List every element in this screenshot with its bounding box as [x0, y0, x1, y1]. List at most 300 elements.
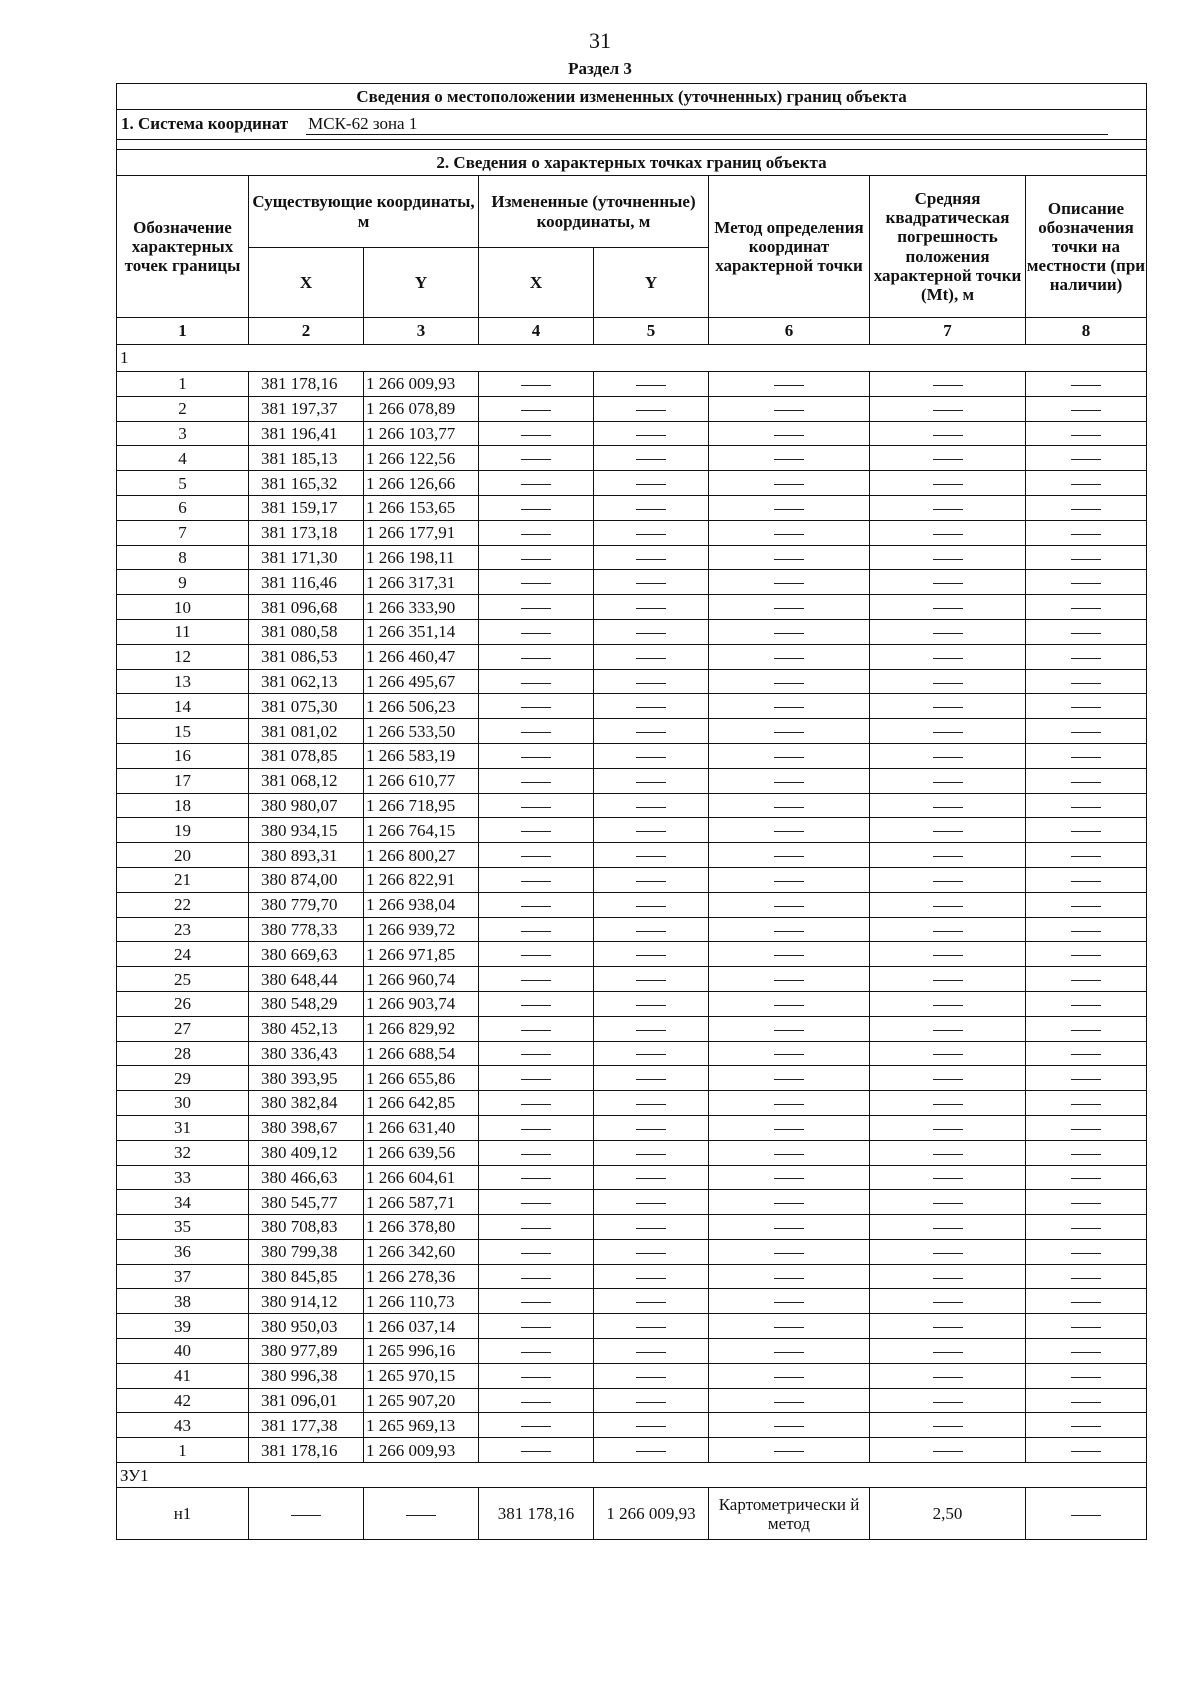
existing-y: 1 266 718,95: [364, 793, 479, 818]
dash-mark: [933, 831, 963, 832]
dash-mark: [1071, 980, 1101, 981]
table-row: [117, 793, 1147, 818]
dash-mark: [521, 1203, 551, 1204]
table-row: [117, 917, 1147, 942]
existing-y: 1 266 655,86: [364, 1066, 479, 1091]
dash-mark: [774, 1278, 804, 1279]
dash-mark: [636, 459, 666, 460]
point-number: 38: [117, 1289, 249, 1314]
existing-y: 1 266 587,71: [364, 1190, 479, 1215]
description: [1026, 595, 1147, 620]
existing-y: 1 266 610,77: [364, 768, 479, 793]
table-row: [117, 743, 1147, 768]
table-row: [117, 644, 1147, 669]
table-row: [117, 1041, 1147, 1066]
method: [709, 967, 870, 992]
description: [1026, 1413, 1147, 1438]
description: [1026, 1314, 1147, 1339]
changed-x: [479, 768, 594, 793]
table-row: [117, 1016, 1147, 1041]
dash-mark: [636, 1079, 666, 1080]
table-row: [117, 768, 1147, 793]
dash-mark: [521, 831, 551, 832]
method: [709, 694, 870, 719]
table-title: Сведения о местоположении измененных (уточненных) границ объекта: [117, 84, 1147, 110]
existing-y: 1 266 009,93: [364, 1438, 479, 1463]
dash-mark: [521, 484, 551, 485]
method: [709, 793, 870, 818]
changed-y: [594, 495, 709, 520]
changed-x: [479, 1115, 594, 1140]
dash-mark: [1071, 583, 1101, 584]
dash-mark: [636, 1154, 666, 1155]
existing-x: 381 078,85: [249, 743, 364, 768]
method: [709, 471, 870, 496]
error: [870, 743, 1026, 768]
dash-mark: [636, 509, 666, 510]
error: 2,50: [870, 1488, 1026, 1540]
dash-mark: [521, 1302, 551, 1303]
description: [1026, 1140, 1147, 1165]
dash-mark: [521, 1005, 551, 1006]
dash-mark: [636, 633, 666, 634]
existing-y: 1 266 631,40: [364, 1115, 479, 1140]
column-number: 5: [594, 318, 709, 345]
dash-mark: [1071, 931, 1101, 932]
dash-mark: [521, 1054, 551, 1055]
dash-mark: [1071, 831, 1101, 832]
method: [709, 892, 870, 917]
changed-y: [594, 421, 709, 446]
dash-mark: [1071, 509, 1101, 510]
table-row: [117, 1363, 1147, 1388]
dash-mark: [1071, 1402, 1101, 1403]
header-existing-x: X: [249, 248, 364, 318]
changed-x: [479, 1066, 594, 1091]
changed-x: [479, 867, 594, 892]
point-number: 37: [117, 1264, 249, 1289]
existing-x: 380 708,83: [249, 1215, 364, 1240]
dash-mark: [933, 1302, 963, 1303]
table-row: [117, 967, 1147, 992]
description: [1026, 570, 1147, 595]
changed-x: [479, 446, 594, 471]
existing-x: 381 062,13: [249, 669, 364, 694]
dash-mark: [1071, 1451, 1101, 1452]
dash-mark: [1071, 906, 1101, 907]
point-number: 36: [117, 1239, 249, 1264]
description: [1026, 1388, 1147, 1413]
existing-y: 1 266 198,11: [364, 545, 479, 570]
dash-mark: [521, 459, 551, 460]
dash-mark: [636, 1005, 666, 1006]
existing-y: 1 266 378,80: [364, 1215, 479, 1240]
table-row: [117, 1413, 1147, 1438]
error: [870, 1264, 1026, 1289]
changed-y: [594, 1041, 709, 1066]
existing-y: 1 266 938,04: [364, 892, 479, 917]
method: [709, 1388, 870, 1413]
dash-mark: [933, 955, 963, 956]
existing-x: 381 185,13: [249, 446, 364, 471]
dash-mark: [636, 1327, 666, 1328]
changed-y: [594, 1239, 709, 1264]
table-row: [117, 1140, 1147, 1165]
description: [1026, 867, 1147, 892]
dash-mark: [521, 1352, 551, 1353]
description: [1026, 1339, 1147, 1364]
existing-y: 1 266 495,67: [364, 669, 479, 694]
method: [709, 495, 870, 520]
changed-y: [594, 1091, 709, 1116]
method: [709, 372, 870, 397]
dash-mark: [774, 583, 804, 584]
error: [870, 1165, 1026, 1190]
dash-mark: [636, 782, 666, 783]
dash-mark: [774, 955, 804, 956]
table-row: [117, 1488, 1147, 1540]
group-label: 1: [117, 345, 1147, 372]
table-row: [117, 595, 1147, 620]
dash-mark: [636, 980, 666, 981]
dash-mark: [1071, 782, 1101, 783]
table-row: [117, 867, 1147, 892]
dash-mark: [774, 559, 804, 560]
error: [870, 793, 1026, 818]
description: [1026, 1165, 1147, 1190]
existing-x: 380 669,63: [249, 942, 364, 967]
dash-mark: [521, 1451, 551, 1452]
changed-x: [479, 793, 594, 818]
point-number: 34: [117, 1190, 249, 1215]
dash-mark: [933, 1054, 963, 1055]
changed-x: [479, 818, 594, 843]
existing-y: 1 266 971,85: [364, 942, 479, 967]
description: [1026, 892, 1147, 917]
changed-y: [594, 545, 709, 570]
existing-y: 1 265 970,15: [364, 1363, 479, 1388]
dash-mark: [774, 782, 804, 783]
point-number: 6: [117, 495, 249, 520]
existing-y: 1 266 688,54: [364, 1041, 479, 1066]
dash-mark: [774, 1327, 804, 1328]
method: [709, 1115, 870, 1140]
table-row: [117, 372, 1147, 397]
existing-y: 1 266 639,56: [364, 1140, 479, 1165]
description: [1026, 520, 1147, 545]
dash-mark: [933, 1253, 963, 1254]
error: [870, 768, 1026, 793]
point-number: 14: [117, 694, 249, 719]
dash-mark: [521, 385, 551, 386]
existing-y: 1 266 506,23: [364, 694, 479, 719]
dash-mark: [933, 658, 963, 659]
dash-mark: [636, 559, 666, 560]
dash-mark: [521, 534, 551, 535]
error: [870, 570, 1026, 595]
changed-y: [594, 1363, 709, 1388]
changed-y: [594, 843, 709, 868]
description: [1026, 967, 1147, 992]
changed-x: [479, 1215, 594, 1240]
error: [870, 1413, 1026, 1438]
changed-x: [479, 991, 594, 1016]
existing-x: 381 086,53: [249, 644, 364, 669]
table-row: [117, 1239, 1147, 1264]
point-number: 9: [117, 570, 249, 595]
table-row: [117, 446, 1147, 471]
error: [870, 843, 1026, 868]
dash-mark: [1071, 1154, 1101, 1155]
dash-mark: [1071, 1178, 1101, 1179]
changed-y: [594, 1388, 709, 1413]
dash-mark: [521, 509, 551, 510]
description: [1026, 1115, 1147, 1140]
dash-mark: [636, 1030, 666, 1031]
dash-mark: [933, 459, 963, 460]
dash-mark: [774, 1302, 804, 1303]
changed-y: [594, 1066, 709, 1091]
existing-x: 381 096,68: [249, 595, 364, 620]
dash-mark: [933, 1228, 963, 1229]
dash-mark: [636, 1352, 666, 1353]
existing-y: 1 266 764,15: [364, 818, 479, 843]
dash-mark: [1071, 732, 1101, 733]
dash-mark: [521, 683, 551, 684]
dash-mark: [1071, 1228, 1101, 1229]
changed-x: [479, 372, 594, 397]
point-number: 41: [117, 1363, 249, 1388]
point-number: 29: [117, 1066, 249, 1091]
point-number: 40: [117, 1339, 249, 1364]
dash-mark: [636, 757, 666, 758]
description: [1026, 719, 1147, 744]
changed-y: [594, 867, 709, 892]
method: [709, 867, 870, 892]
existing-y: 1 266 317,31: [364, 570, 479, 595]
dash-mark: [774, 831, 804, 832]
method: [709, 917, 870, 942]
coordinate-system-spacer: [117, 140, 1147, 150]
error: [870, 644, 1026, 669]
existing-x: 380 980,07: [249, 793, 364, 818]
existing-y: [364, 1488, 479, 1540]
table-row: [117, 942, 1147, 967]
changed-x: [479, 967, 594, 992]
changed-x: [479, 619, 594, 644]
changed-y: [594, 1339, 709, 1364]
description: [1026, 793, 1147, 818]
header-changed-coordinates: Измененные (уточненные) координаты, м: [479, 176, 709, 248]
description: [1026, 1289, 1147, 1314]
method: [709, 1438, 870, 1463]
changed-y: [594, 595, 709, 620]
existing-y: 1 266 583,19: [364, 743, 479, 768]
changed-y: [594, 396, 709, 421]
table-row: [117, 1438, 1147, 1463]
point-number: 31: [117, 1115, 249, 1140]
table-row: [117, 1388, 1147, 1413]
dash-mark: [1071, 1054, 1101, 1055]
dash-mark: [774, 1402, 804, 1403]
point-number: 1: [117, 1438, 249, 1463]
dash-mark: [636, 385, 666, 386]
dash-mark: [774, 683, 804, 684]
existing-x: 380 648,44: [249, 967, 364, 992]
dash-mark: [521, 435, 551, 436]
dash-mark: [774, 1054, 804, 1055]
table-row: [117, 1115, 1147, 1140]
dash-mark: [774, 856, 804, 857]
dash-mark: [1071, 856, 1101, 857]
description: [1026, 545, 1147, 570]
dash-mark: [1071, 1327, 1101, 1328]
method: [709, 1016, 870, 1041]
existing-y: 1 266 533,50: [364, 719, 479, 744]
dash-mark: [636, 1302, 666, 1303]
dash-mark: [521, 881, 551, 882]
error: [870, 1016, 1026, 1041]
point-number: 33: [117, 1165, 249, 1190]
dash-mark: [774, 1253, 804, 1254]
changed-y: [594, 818, 709, 843]
existing-x: 380 845,85: [249, 1264, 364, 1289]
dash-mark: [1071, 955, 1101, 956]
changed-x: [479, 1413, 594, 1438]
table-row: [117, 1190, 1147, 1215]
dash-mark: [636, 1178, 666, 1179]
error: [870, 694, 1026, 719]
header-changed-x: X: [479, 248, 594, 318]
existing-y: 1 266 278,36: [364, 1264, 479, 1289]
table-row: [117, 1215, 1147, 1240]
dash-mark: [1071, 1352, 1101, 1353]
changed-y: [594, 1016, 709, 1041]
point-number: 35: [117, 1215, 249, 1240]
dash-mark: [933, 1278, 963, 1279]
dash-mark: [933, 1129, 963, 1130]
dash-mark: [521, 583, 551, 584]
existing-y: 1 266 126,66: [364, 471, 479, 496]
dash-mark: [521, 633, 551, 634]
changed-x: [479, 520, 594, 545]
dash-mark: [933, 583, 963, 584]
changed-x: [479, 1363, 594, 1388]
existing-x: 381 096,01: [249, 1388, 364, 1413]
error: [870, 1041, 1026, 1066]
existing-x: 381 173,18: [249, 520, 364, 545]
point-number: 24: [117, 942, 249, 967]
description: [1026, 991, 1147, 1016]
dash-mark: [774, 1203, 804, 1204]
description: [1026, 1190, 1147, 1215]
dash-mark: [933, 980, 963, 981]
changed-y: [594, 768, 709, 793]
dash-mark: [774, 1030, 804, 1031]
existing-x: 381 178,16: [249, 1438, 364, 1463]
point-number: 12: [117, 644, 249, 669]
point-number: 10: [117, 595, 249, 620]
method: [709, 1314, 870, 1339]
changed-x: [479, 1289, 594, 1314]
header-description: Описание обозначения точки на местности (при наличии): [1026, 176, 1147, 318]
dash-mark: [636, 1228, 666, 1229]
dash-mark: [774, 1377, 804, 1378]
dash-mark: [636, 732, 666, 733]
method: [709, 843, 870, 868]
header-existing-y: Y: [364, 248, 479, 318]
dash-mark: [1071, 1203, 1101, 1204]
error: [870, 1289, 1026, 1314]
changed-x: [479, 1264, 594, 1289]
existing-y: 1 266 939,72: [364, 917, 479, 942]
dash-mark: [933, 856, 963, 857]
changed-x: [479, 644, 594, 669]
point-number: 22: [117, 892, 249, 917]
dash-mark: [774, 484, 804, 485]
dash-mark: [774, 1228, 804, 1229]
dash-mark: [521, 1178, 551, 1179]
table-row: [117, 421, 1147, 446]
existing-y: 1 266 122,56: [364, 446, 479, 471]
changed-y: [594, 1165, 709, 1190]
dash-mark: [1071, 807, 1101, 808]
dash-mark: [933, 707, 963, 708]
existing-y: 1 266 333,90: [364, 595, 479, 620]
error: [870, 545, 1026, 570]
description: [1026, 1041, 1147, 1066]
description: [1026, 421, 1147, 446]
description: [1026, 396, 1147, 421]
dash-mark: [521, 782, 551, 783]
changed-y: [594, 669, 709, 694]
existing-x: 380 548,29: [249, 991, 364, 1016]
dash-mark: [636, 1129, 666, 1130]
error: [870, 1339, 1026, 1364]
dash-mark: [933, 1154, 963, 1155]
dash-mark: [521, 980, 551, 981]
error: [870, 1091, 1026, 1116]
point-number: 28: [117, 1041, 249, 1066]
changed-y: [594, 1115, 709, 1140]
dash-mark: [521, 1426, 551, 1427]
description: [1026, 1091, 1147, 1116]
changed-y: [594, 1289, 709, 1314]
dash-mark: [521, 1327, 551, 1328]
changed-y: [594, 372, 709, 397]
dash-mark: [521, 1253, 551, 1254]
point-number: 13: [117, 669, 249, 694]
description: [1026, 694, 1147, 719]
description: [1026, 1363, 1147, 1388]
dash-mark: [636, 1104, 666, 1105]
description: [1026, 619, 1147, 644]
existing-x: 380 398,67: [249, 1115, 364, 1140]
dash-mark: [1071, 707, 1101, 708]
dash-mark: [521, 1104, 551, 1105]
method: [709, 520, 870, 545]
point-number: 5: [117, 471, 249, 496]
description: [1026, 669, 1147, 694]
dash-mark: [636, 1278, 666, 1279]
existing-y: 1 266 009,93: [364, 372, 479, 397]
existing-y: 1 265 996,16: [364, 1339, 479, 1364]
error: [870, 942, 1026, 967]
dash-mark: [521, 732, 551, 733]
changed-y: [594, 719, 709, 744]
dash-mark: [933, 484, 963, 485]
method: [709, 942, 870, 967]
